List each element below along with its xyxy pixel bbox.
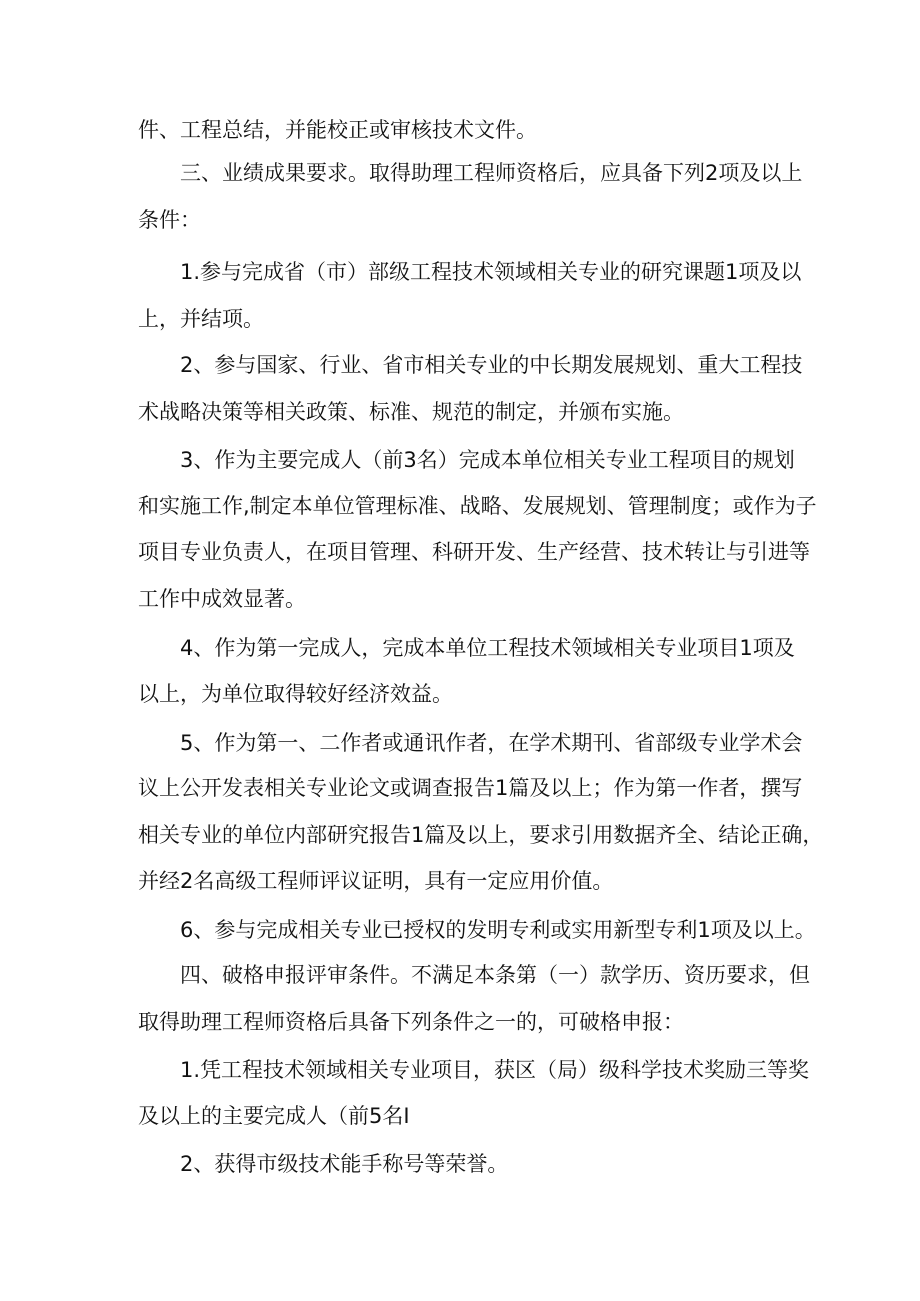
text-line: 及以上的主要完成人（前5名I [138, 1104, 410, 1128]
list-item-4: 4、作为第一完成人，完成本单位工程技术领域相关专业项目1项及 [180, 636, 795, 660]
text-line: 工作中成效显著。 [138, 587, 306, 611]
list-item-3: 3、作为主要完成人（前3名）完成本单位相关专业工程项目的规划 [180, 448, 795, 472]
section-heading-3: 三、业绩成果要求。取得助理工程师资格后，应具备下列2项及以上 [180, 161, 803, 185]
list-item-2b: 2、获得市级技术能手称号等荣誉。 [180, 1152, 509, 1176]
list-item-5: 5、作为第一、二作者或通讯作者，在学术期刊、省部级专业学术会 [180, 731, 803, 755]
text-line: 条件： [138, 208, 201, 232]
text-line: 并经2名高级工程师评议证明，具有一定应用价值。 [138, 869, 614, 893]
list-item-2: 2、参与国家、行业、省市相关专业的中长期发展规划、重大工程技 [180, 353, 803, 377]
section-heading-4: 四、破格申报评审条件。不满足本条第（一）款学历、资历要求，但 [180, 963, 810, 987]
list-item-6: 6、参与完成相关专业已授权的发明专利或实用新型专利1项及以上。 [180, 918, 816, 942]
text-line: 以上，为单位取得较好经济效益。 [138, 682, 453, 706]
text-line: 和实施工作,制定本单位管理标准、战略、发展规划、管理制度；或作为子 [138, 494, 817, 518]
text-line: 术战略决策等相关政策、标准、规范的制定，并颁布实施。 [138, 400, 684, 424]
text-line: 议上公开发表相关专业论文或调查报告1篇及以上；作为第一作者，撰写 [138, 776, 803, 800]
text-line: 上，并结项。 [138, 307, 264, 331]
text-line: 项目专业负责人，在项目管理、科研开发、生产经营、技术转让与引进等 [138, 540, 810, 564]
list-item-1: 1.参与完成省（市）部级工程技术领域相关专业的研究课题1项及以 [180, 260, 802, 284]
list-item-1b: 1.凭工程技术领域相关专业项目，获区（局）级科学技术奖励三等奖 [180, 1058, 810, 1082]
text-line: 件、工程总结，并能校正或审核技术文件。 [138, 118, 537, 142]
text-line: 相关专业的单位内部研究报告1篇及以上，要求引用数据齐全、结论正确， [138, 823, 824, 847]
text-line: 取得助理工程师资格后具备下列条件之一的，可破格申报： [138, 1010, 684, 1034]
